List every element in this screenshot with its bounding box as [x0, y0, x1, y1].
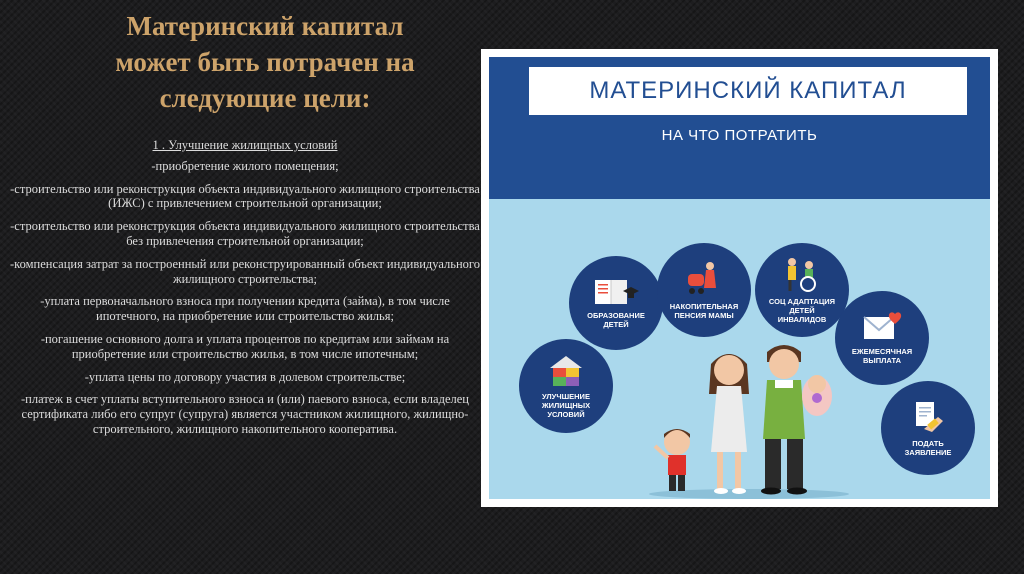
- slide-title-line-1: Материнский капитал: [126, 11, 404, 41]
- document-hand-icon: [910, 399, 946, 435]
- slide-title: [60, 8, 470, 116]
- circle-social-label: СОЦ АДАПТАЦИЯ ДЕТЕЙ ИНВАЛИДОВ: [768, 296, 836, 324]
- list-item: -платеж в счет уплаты вступительного взноса и (или) паевого взноса, если владелец сертификата либо его супруг (супруга) является участником жилищного, жилищно-строительного, жилищного накопительного кооператива.: [21, 392, 469, 436]
- circle-apply-label: ПОДАТЬ ЗАЯВЛЕНИЕ: [904, 439, 952, 457]
- circle-pension-label: НАКОПИТЕЛЬНАЯ ПЕНСИЯ МАМЫ: [669, 302, 739, 320]
- family-illustration: [639, 334, 879, 499]
- poster-scene: [489, 199, 990, 499]
- list-item: -компенсация затрат за построенный или реконструированный объект индивидуального жилищного строительства;: [10, 256, 480, 286]
- circle-pension: [657, 243, 751, 337]
- circle-monthly-label: ЕЖЕМЕСЯЧНАЯ ВЫПЛАТА: [851, 347, 913, 365]
- list-item: -строительство или реконструкция объекта индивидуального жилищного строительства без привлечения строительной организации;: [10, 219, 480, 248]
- circle-education-label: ОБРАЗОВАНИЕ ДЕТЕЙ: [587, 311, 645, 329]
- poster-subtitle: НА ЧТО ПОТРАТИТЬ: [661, 127, 818, 144]
- house-icon: [548, 354, 584, 388]
- list-item: -уплата цены по договору участия в долевом строительстве;: [84, 369, 406, 384]
- circle-apply: [881, 381, 975, 475]
- list-item: -уплата первоначального взноса при получении кредита (займа), в том числе ипотечного, на приобретение или строительство жилья;: [40, 294, 450, 324]
- poster-title: МАТЕРИНСКИЙ КАПИТАЛ: [529, 67, 967, 115]
- circle-housing-label: УЛУЧШЕНИЕ ЖИЛИЩНЫХ УСЛОВИЙ: [541, 391, 591, 419]
- list-item: -приобретение жилого помещения;: [151, 158, 339, 173]
- slide-title-line-3: следующие цели:: [159, 83, 371, 113]
- slide-body: [10, 138, 480, 445]
- list-item: -погашение основного долга и уплата процентов по кредитам или займам на приобретение или строительство жилья, в том числе ипотечным;: [40, 331, 450, 361]
- mother-stroller-icon: [684, 260, 724, 298]
- section-heading: 1 . Улучшение жилищных условий: [152, 138, 338, 152]
- circle-social: [755, 243, 849, 337]
- poster-header: [489, 57, 990, 199]
- book-graduation-icon: [593, 277, 639, 307]
- circle-housing: [519, 339, 613, 433]
- infographic-poster: [481, 49, 998, 507]
- list-item: -строительство или реконструкция объекта индивидуального жилищного строительства (ИЖС) с привлечением строительной организации;: [10, 181, 480, 211]
- wheelchair-icon: [782, 257, 822, 293]
- slide-title-line-2: может быть потрачен на: [115, 47, 415, 77]
